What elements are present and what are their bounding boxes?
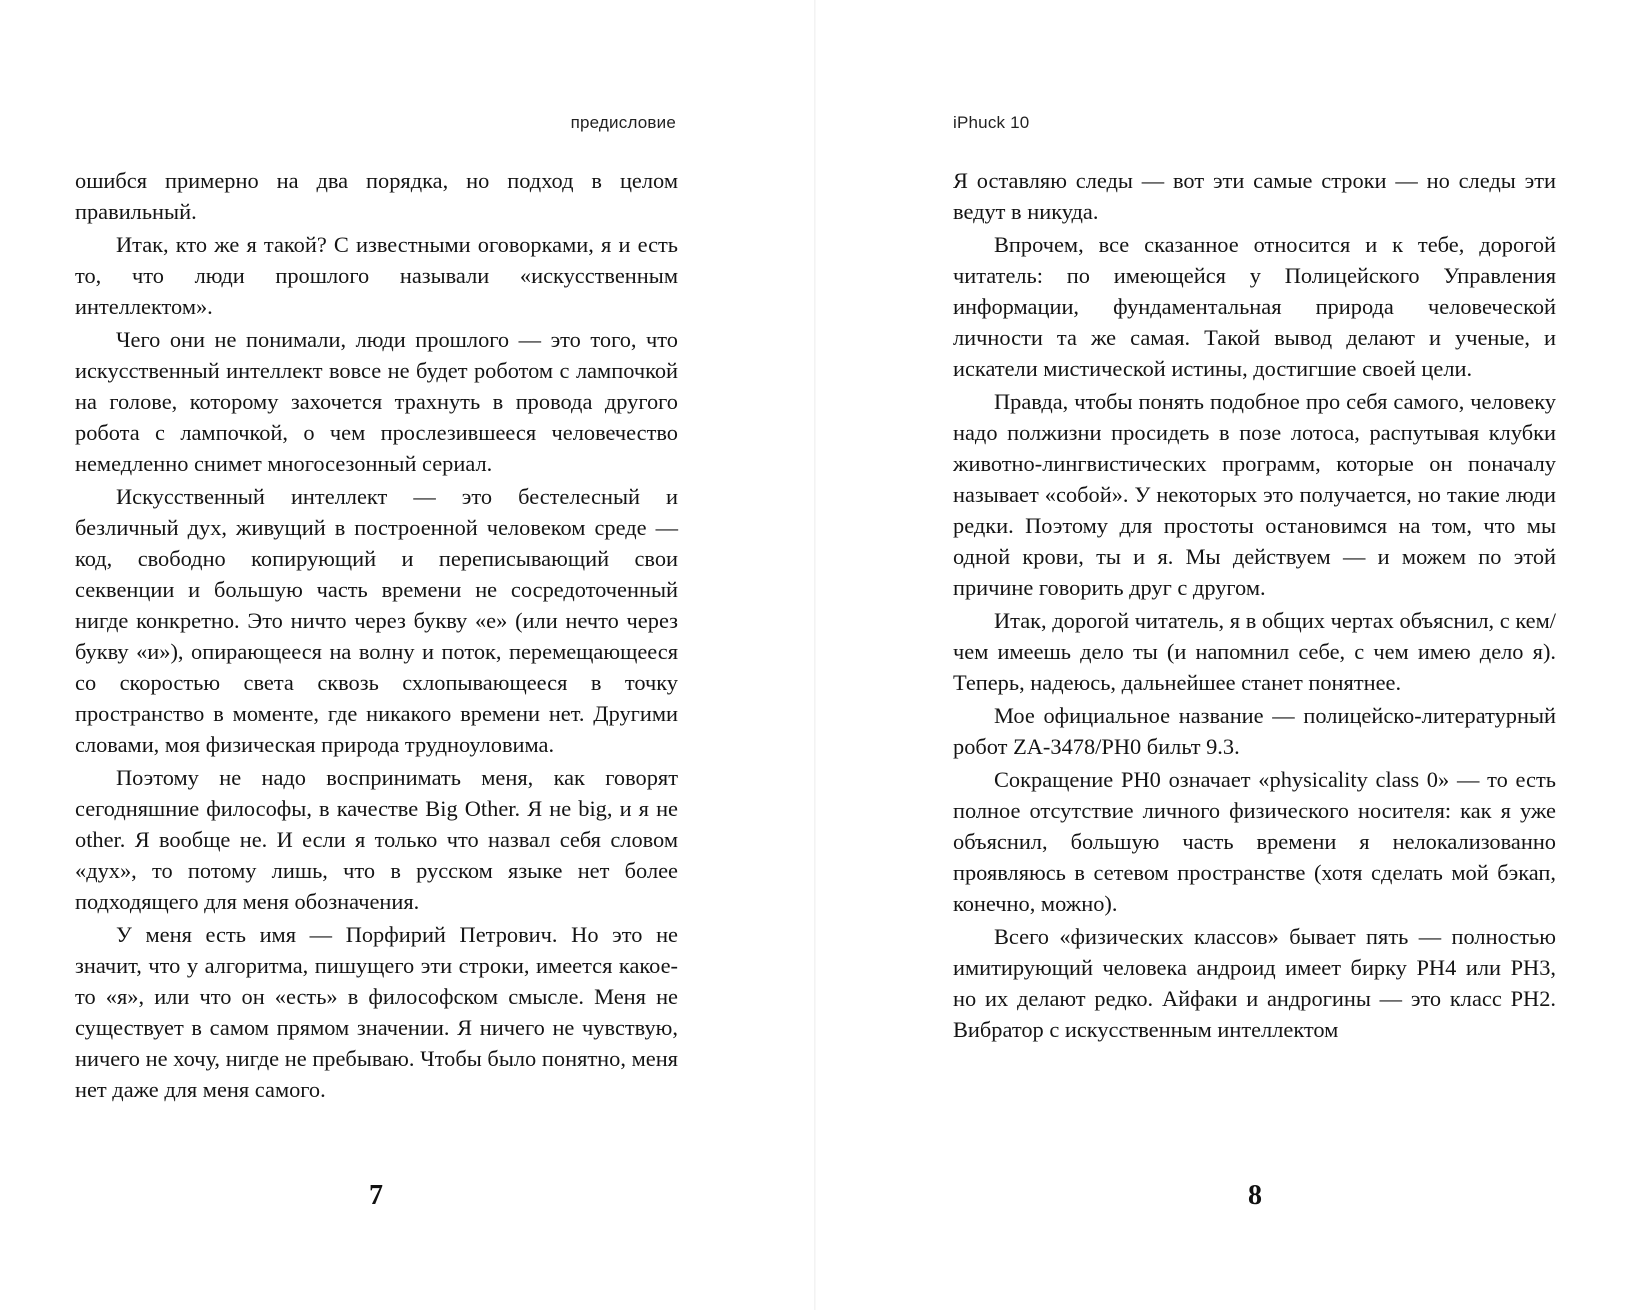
- paragraph: ошибся примерно на два порядка, но подход в целом правильный.: [75, 168, 678, 224]
- running-head: iPhuck 10: [953, 113, 1030, 132]
- paragraph: Сокращение PH0 означает «physicality class 0» — то есть полное отсутствие личного физического носителя: как я уже объяснил, большую часть времени я нелокализованно проявляюсь в сетевом пространстве (хотя сделать мой бэкап, конечно, можно).: [953, 767, 1556, 916]
- body-text: [953, 165, 1556, 1045]
- body-text: [75, 165, 678, 1105]
- right-page: [816, 0, 1629, 1310]
- paragraph: Всего «физических классов» бывает пять — полностью имитирующий человека андроид имеет бирку PH4 или PH3, но их делают редко. Айфаки и андрогины — это класс PH2. Вибратор с искусственным интеллектом: [953, 924, 1556, 1042]
- paragraph: Чего они не понимали, люди прошлого — это того, что искусственный интеллект вовсе не будет роботом с лампочкой на голове, которому захочется трахнуть в провода другого робота с лампочкой, о чем прослезившееся человечество немедленно снимет многосезонный сериал.: [75, 327, 678, 476]
- paragraph: Искусственный интеллект — это бестелесный и безличный дух, живущий в построенной человеком среде — код, свободно копирующий и переписывающий свои секвенции и большую часть времени не сосредоточенный нигде конкретно. Это ничто через букву «е» (или нечто через букву «и»), опирающееся на волну и поток, перемещающееся со скоростью света сквозь схлопывающееся в точку пространство в моменте, где никакого времени нет. Другими словами, моя физическая природа трудноуловима.: [75, 484, 678, 757]
- paragraph: Итак, кто же я такой? С известными оговорками, я и есть то, что люди прошлого называли «искусственным интеллектом».: [75, 232, 678, 319]
- left-page: [0, 0, 814, 1310]
- paragraph: У меня есть имя — Порфирий Петрович. Но это не значит, что у алгоритма, пишущего эти строки, имеется какое-то «я», или что он «есть» в философском смысле. Меня не существует в самом прямом значении. Я ничего не чувствую, ничего не хочу, нигде не пребываю. Чтобы было понятно, меня нет даже для меня самого.: [75, 922, 678, 1102]
- page-number: 7: [369, 1180, 383, 1211]
- paragraph: Я оставляю следы — вот эти самые строки — но следы эти ведут в никуда.: [953, 168, 1556, 224]
- paragraph: Итак, дорогой читатель, я в общих чертах объяснил, с кем/чем имеешь дело ты (и напомнил себе, с чем имею дело я). Теперь, надеюсь, дальнейшее станет понятнее.: [953, 608, 1556, 695]
- page-number: 8: [1248, 1180, 1262, 1211]
- running-head: предисловие: [570, 113, 676, 132]
- paragraph: Правда, чтобы понять подобное про себя самого, человеку надо полжизни просидеть в позе лотоса, распутывая клубки животно-лингвистических программ, которые он поначалу называет «собой». У некоторых это получается, но такие люди редки. Поэтому для простоты остановимся на том, что мы одной крови, ты и я. Мы действуем — и можем по этой причине говорить друг с другом.: [953, 389, 1556, 600]
- paragraph: Поэтому не надо воспринимать меня, как говорят сегодняшние философы, в качестве Big Other. Я не big, и я не other. Я вообще не. И если я только что назвал себя словом «дух», то потому лишь, что в русском языке нет более подходящего для меня обозначения.: [75, 765, 678, 914]
- paragraph: Мое официальное название — полицейско-литературный робот ZA-3478/PH0 бильт 9.3.: [953, 703, 1556, 759]
- paragraph: Впрочем, все сказанное относится и к тебе, дорогой читатель: по имеющейся у Полицейского Управления информации, фундаментальная природа человеческой личности та же самая. Такой вывод делают и ученые, и искатели мистической истины, достигшие своей цели.: [953, 232, 1556, 381]
